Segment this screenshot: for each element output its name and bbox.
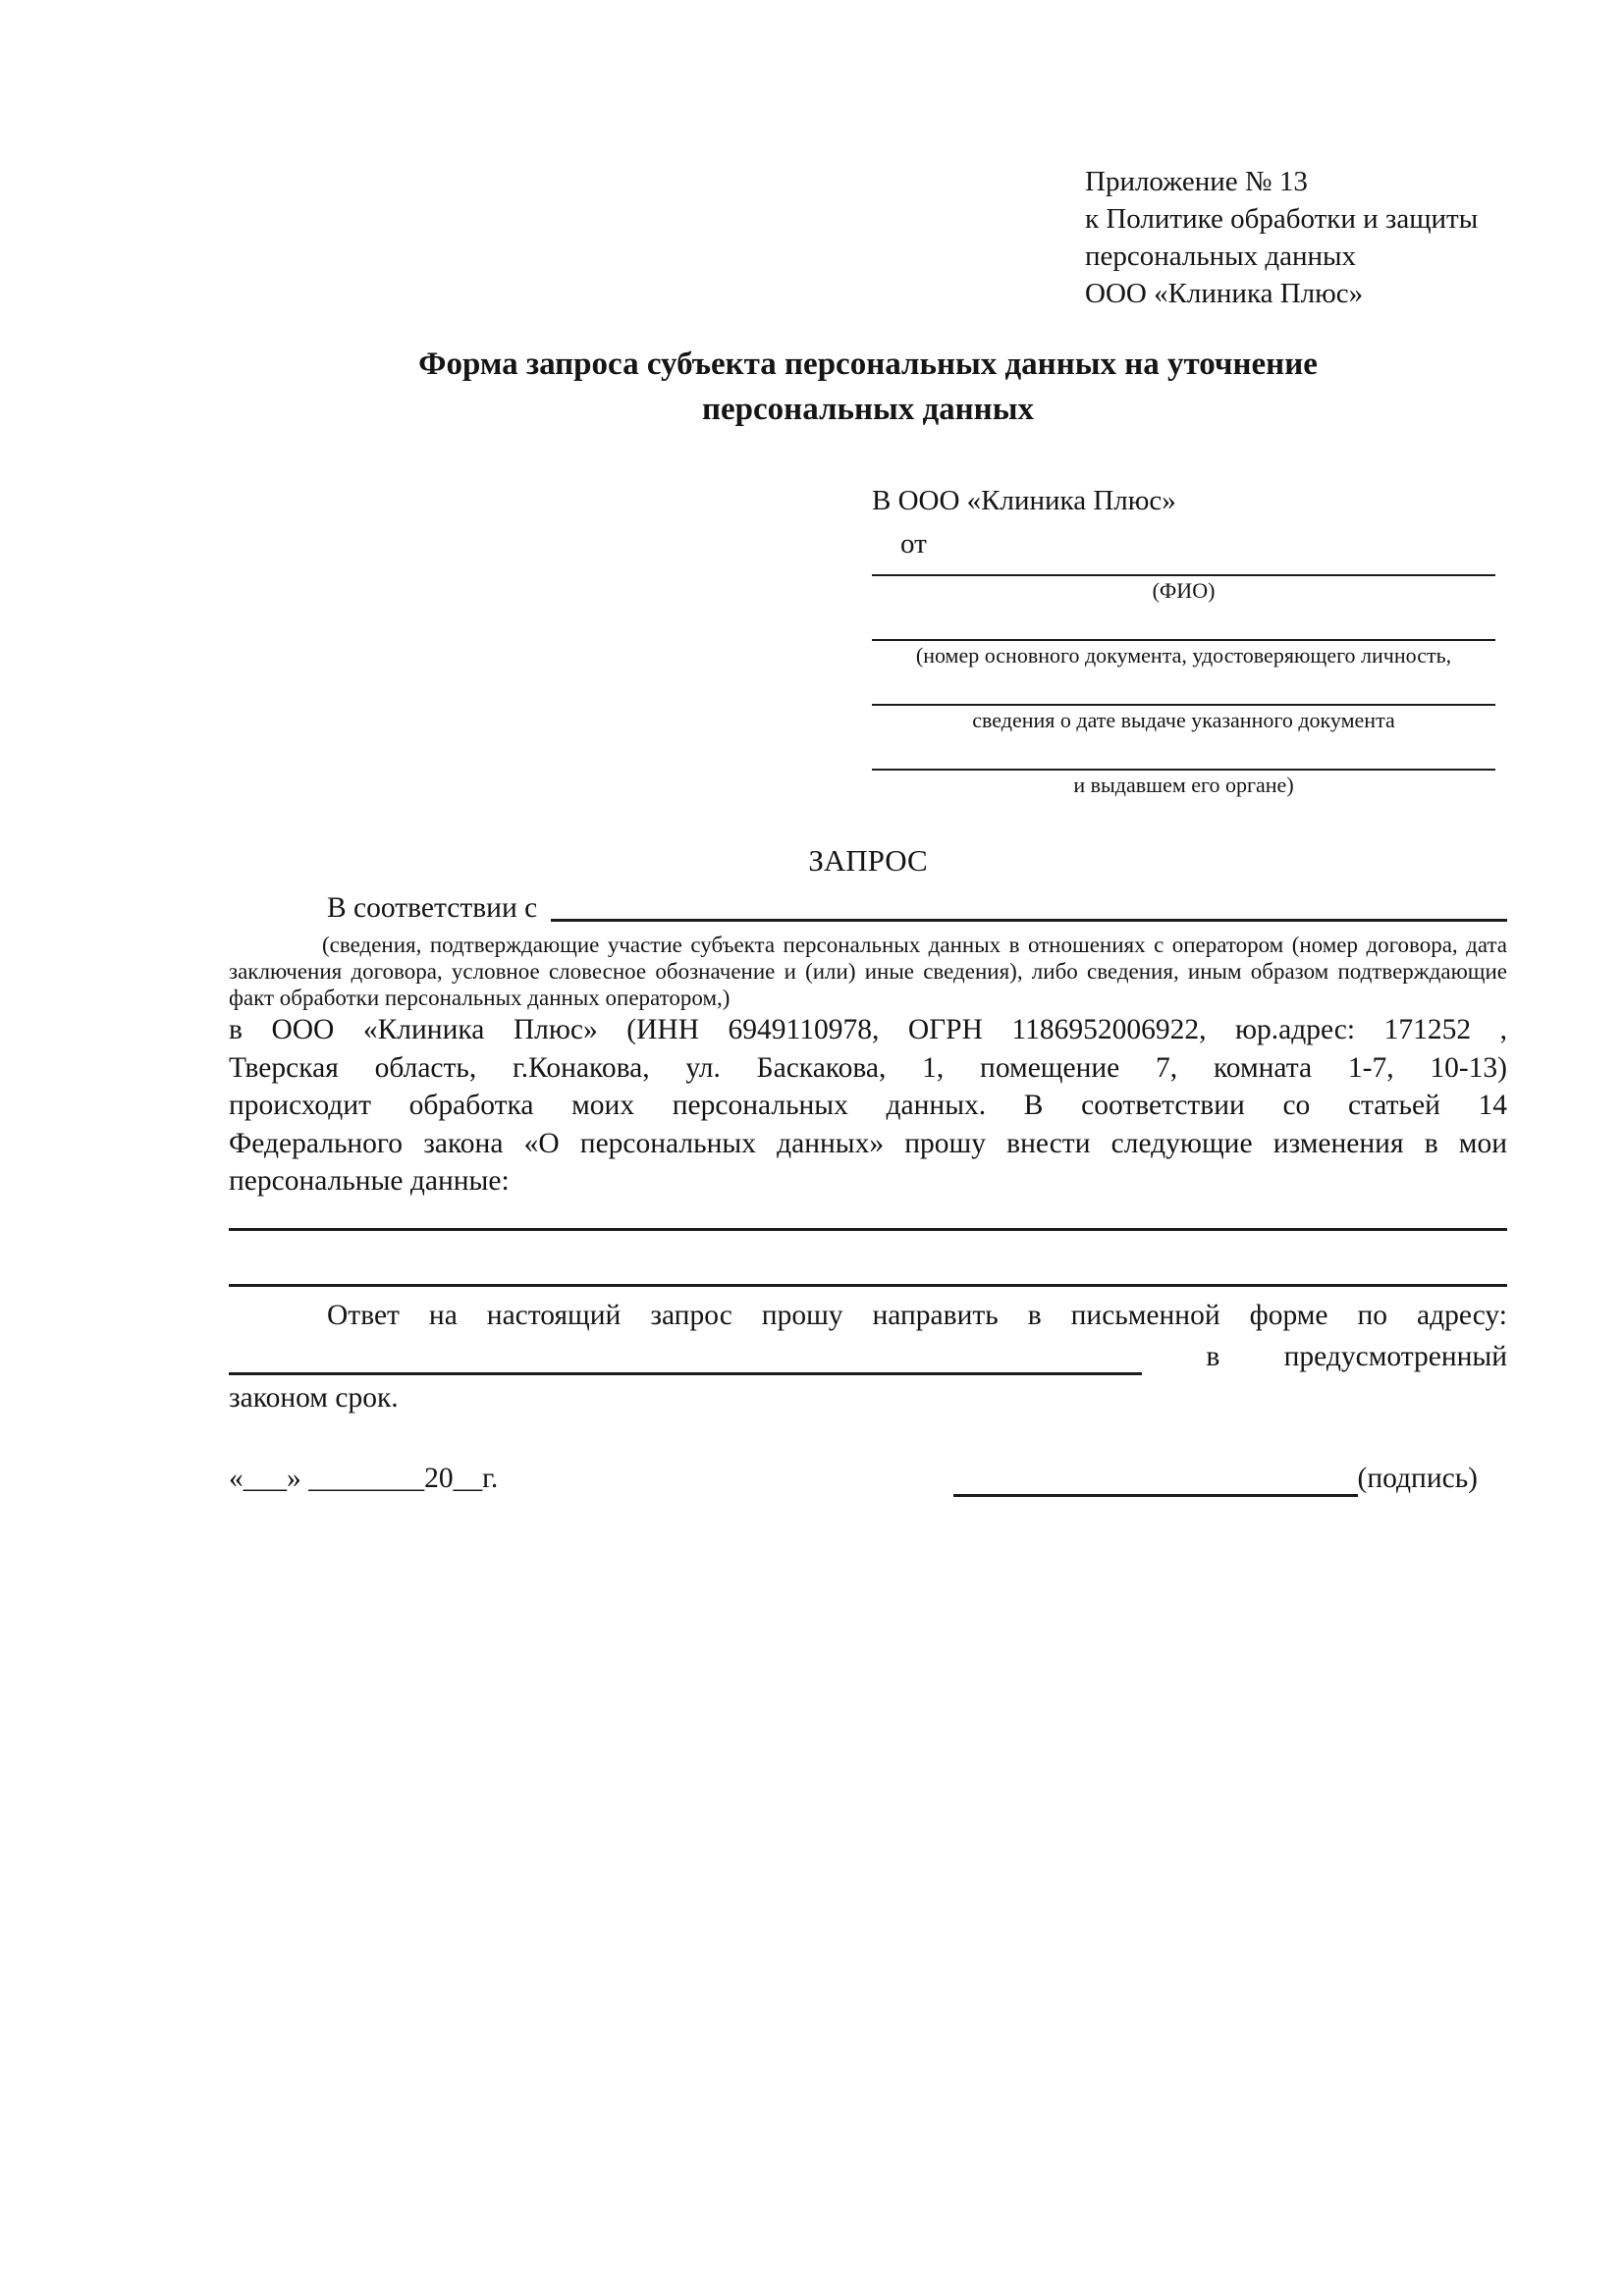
- id-doc-issue-date-line: [872, 670, 1495, 706]
- page-title: [229, 342, 1507, 432]
- body-line: происходит обработка моих персональных данных. В соответствии со статьей 14: [229, 1090, 1507, 1121]
- body-line: персональные данные:: [229, 1165, 510, 1197]
- fio-field: [872, 561, 1495, 606]
- reply-address-row: [229, 1334, 1507, 1375]
- basis-blank-line: [551, 893, 1507, 922]
- request-heading: ЗАПРОС: [808, 843, 928, 878]
- id-doc-number-caption: (номер основного документа, удостоверяющего личность,: [915, 643, 1452, 667]
- date-template: «___» ________20__г.: [229, 1462, 499, 1494]
- id-doc-number-field: [872, 606, 1495, 670]
- signature-caption: (подпись): [1357, 1462, 1478, 1494]
- changes-blank-line: [229, 1201, 1507, 1231]
- document-content: [229, 0, 1507, 1497]
- fio-field-line: [872, 561, 1495, 576]
- id-doc-issuer-field: [872, 735, 1495, 800]
- reply-sentence: Ответ на настоящий запрос прошу направить в письменной форме по адресу:: [327, 1299, 1507, 1331]
- addressee-block: [872, 483, 1495, 800]
- page-title-line: Форма запроса субъекта персональных данных на уточнение: [418, 347, 1318, 382]
- body-paragraph: [229, 1011, 1507, 1201]
- page-title-line: персональных данных: [702, 392, 1034, 427]
- annex-line: ООО «Клиника Плюс»: [1085, 278, 1364, 309]
- reply-tail-word: в: [1206, 1340, 1220, 1372]
- from-label: от: [900, 528, 927, 560]
- id-doc-issuer-line: [872, 735, 1495, 771]
- addressee-company: В ООО «Клиника Плюс»: [872, 485, 1176, 516]
- annex-line: персональных данных: [1085, 240, 1357, 272]
- changes-blank-line: [229, 1231, 1507, 1287]
- id-doc-number-line: [872, 606, 1495, 641]
- basis-row: [229, 888, 1507, 928]
- body-line: Федерального закона «О персональных данных» прошу внести следующие изменения в мои: [229, 1127, 1507, 1159]
- annex-line: Приложение № 13: [1085, 166, 1308, 197]
- id-doc-issuer-caption: и выдавшем его органе): [1073, 773, 1294, 797]
- basis-caption: (сведения, подтверждающие участие субъекта персональных данных в отношениях с оператором (номер договора, дата заключения договора, условное словесное обозначение и (или) иные сведения), либо сведения, иным образом подтверждающие факт обработки персональных данных оператором,): [229, 933, 1507, 1010]
- reply-tail-word: предусмотренный: [1283, 1340, 1507, 1372]
- body-line: Тверская область, г.Конакова, ул. Баскакова, 1, помещение 7, комната 1-7, 10-13): [229, 1051, 1507, 1084]
- signature-blank-line: [953, 1467, 1358, 1497]
- id-doc-issue-date-field: [872, 670, 1495, 735]
- reply-tail-end: законом срок.: [229, 1381, 399, 1414]
- fio-field-caption: (ФИО): [1152, 578, 1216, 603]
- signature-group: [953, 1460, 1478, 1497]
- signoff-row: [229, 1460, 1507, 1497]
- body-line: в ООО «Клиника Плюс» (ИНН 6949110978, ОГРН 1186952006922, юр.адрес: 171252 ,: [229, 1014, 1507, 1045]
- annex-note: [1085, 163, 1507, 312]
- basis-prefix: В соответствии с: [327, 892, 538, 924]
- reply-address-blank-line: [229, 1343, 1142, 1375]
- annex-line: к Политике обработки и защиты: [1085, 203, 1479, 235]
- id-doc-issue-date-caption: сведения о дате выдаче указанного документа: [972, 708, 1395, 732]
